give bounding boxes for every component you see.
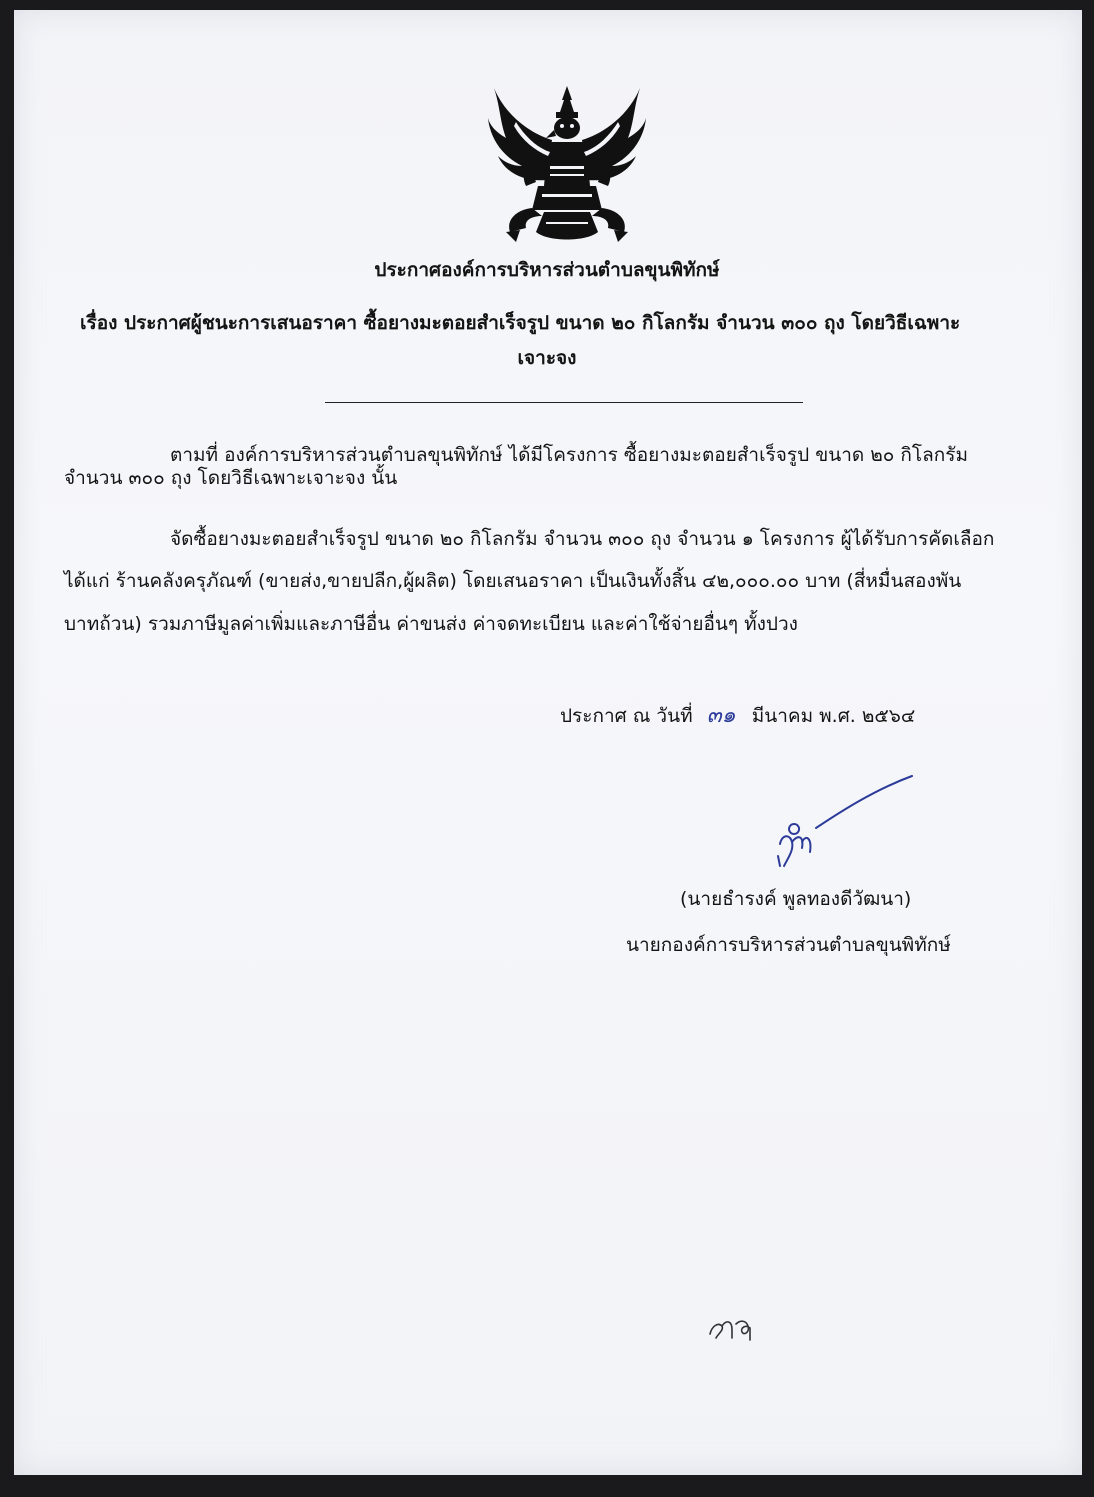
subject-line: เรื่อง ประกาศผู้ชนะการเสนอราคา ซื้อยางมะตอยสำเร็จรูป ขนาด ๒๐ กิโลกรัม จำนวน ๓๐๐ ถุง โดยวิธีเฉพาะ [80, 312, 961, 334]
signer-position: นายกองค์การบริหารส่วนตำบลขุนพิทักษ์ [626, 934, 951, 956]
announcement-title: ประกาศองค์การบริหารส่วนตำบลขุนพิทักษ์ [374, 259, 720, 281]
paragraph-2-line-3: บาทถ้วน) รวมภาษีมูลค่าเพิ่มและภาษีอื่น ค่าขนส่ง ค่าจดทะเบียน และค่าใช้จ่ายอื่นๆ ทั้งปวง [64, 613, 798, 635]
paragraph-1-line-2: จำนวน ๓๐๐ ถุง โดยวิธีเฉพาะเจาะจง นั้น [64, 467, 398, 489]
paragraph-2-line-1: จัดซื้อยางมะตอยสำเร็จรูป ขนาด ๒๐ กิโลกรัม จำนวน ๓๐๐ ถุง จำนวน ๑ โครงการ ผู้ได้รับการคัดเลือก [170, 528, 995, 550]
title-divider [325, 402, 803, 403]
garuda-emblem-icon [486, 82, 648, 248]
handwritten-day: ๓๑ [706, 703, 736, 728]
date-prefix: ประกาศ ณ วันที่ [560, 705, 693, 727]
handwritten-signature [770, 772, 920, 872]
paragraph-2-line-2: ได้แก่ ร้านคลังครุภัณฑ์ (ขายส่ง,ขายปลีก,ผู้ผลิต) โดยเสนอราคา เป็นเงินทั้งสิ้น ๔๒,๐๐๐.๐๐ บาท (สี่หมื่นสองพัน [64, 570, 962, 592]
handwritten-page-mark [706, 1312, 756, 1342]
announcement-date [560, 697, 915, 732]
paragraph-1-line-1: ตามที่ องค์การบริหารส่วนตำบลขุนพิทักษ์ ได้มีโครงการ ซื้อยางมะตอยสำเร็จรูป ขนาด ๒๐ กิโลกรัม [170, 444, 968, 466]
date-suffix: มีนาคม พ.ศ. ๒๕๖๔ [751, 705, 916, 727]
signer-name: (นายธำรงค์ พูลทองดีวัฒนา) [680, 888, 912, 910]
subject-line-continued: เจาะจง [517, 347, 577, 369]
